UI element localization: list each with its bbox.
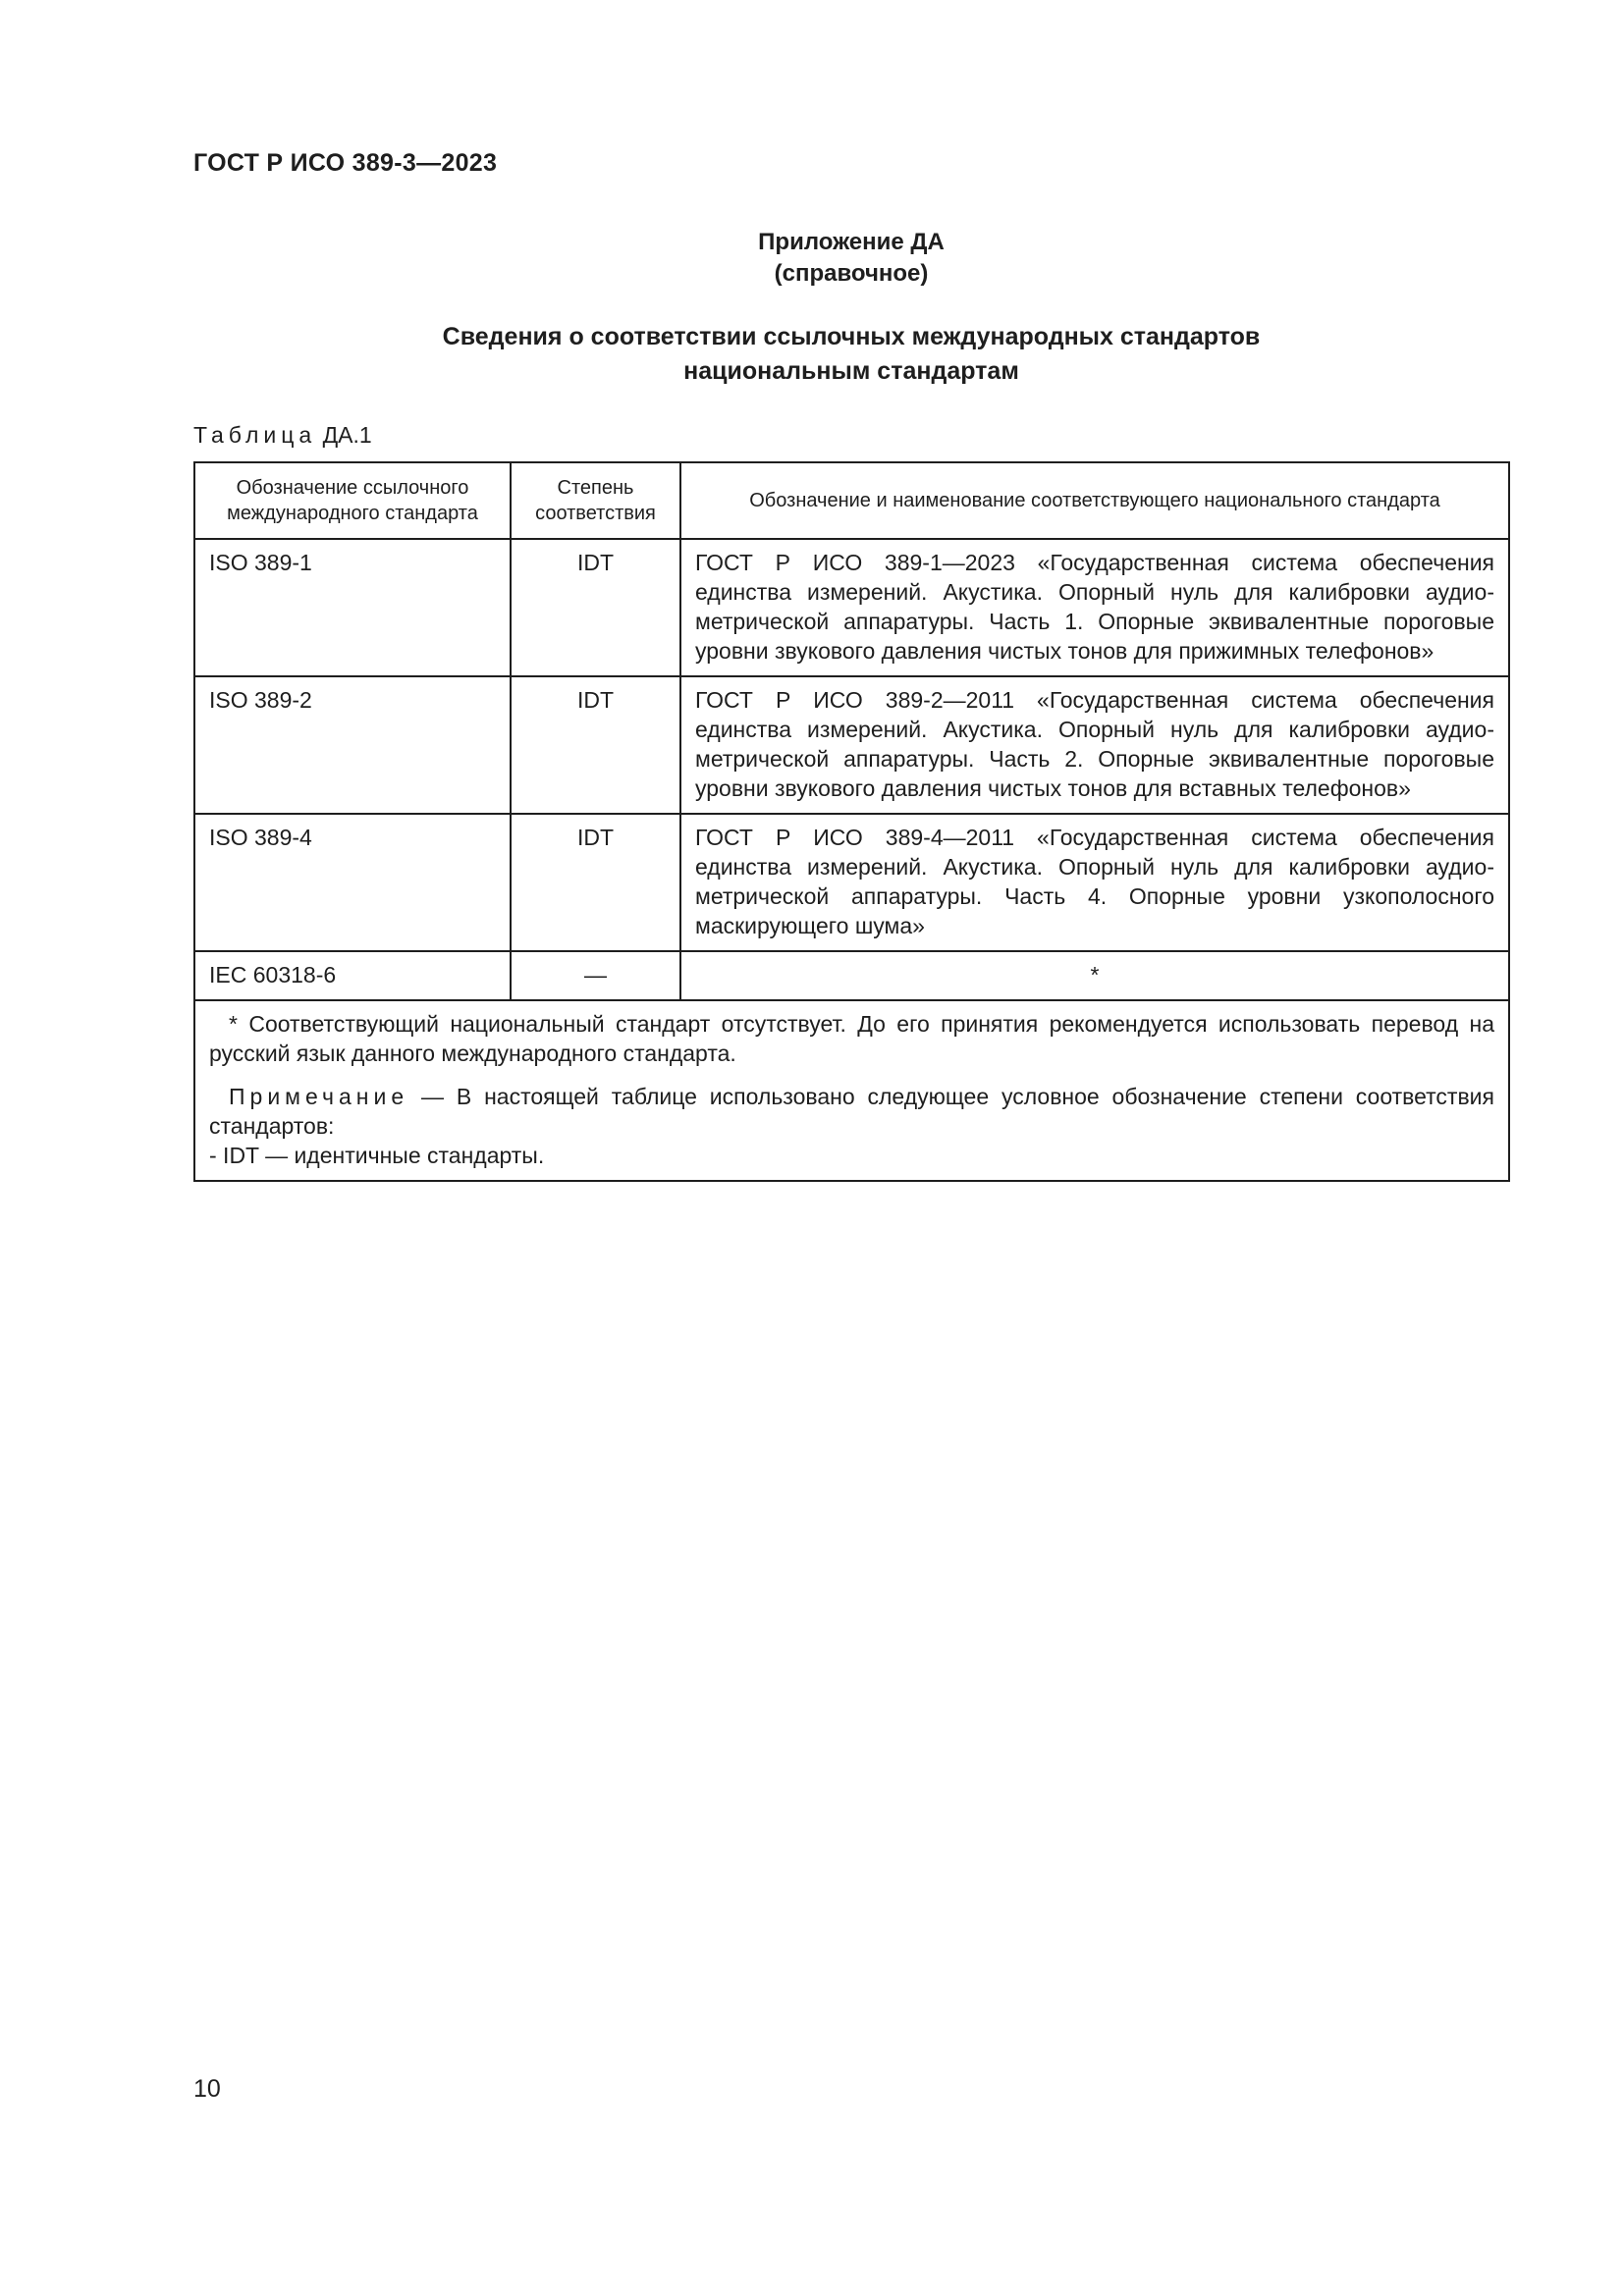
correspondence-table <box>193 461 1510 1182</box>
section-title-line-2: национальным стандартам <box>683 357 1019 385</box>
cell-national-standard: ГОСТ Р ИСО 389-2—2011 «Государственная система обеспечения единства измерений. Акустика. Опорный нуль для калибровки аудиометрической аппаратуры. Часть 2. Опорные эквивалентные пороговые уровни звукового давления чистых тонов для вставных телефонов» <box>680 676 1509 814</box>
header-national-standard: Обозначение и наименование соответствующего национального стандарта <box>680 462 1509 539</box>
table-row <box>194 814 1509 951</box>
cell-degree: IDT <box>511 814 680 951</box>
section-title <box>193 320 1509 389</box>
document-code: ГОСТ Р ИСО 389-3—2023 <box>193 149 498 177</box>
cell-national-standard: ГОСТ Р ИСО 389-4—2011 «Государственная система обеспечения единства измерений. Акустика. Опорный нуль для калибровки аудиометрической аппаратуры. Часть 4. Опорные уровни узкополосного маскирующего шума» <box>680 814 1509 951</box>
cell-degree: — <box>511 951 680 1000</box>
appendix-kind: (справочное) <box>774 260 929 287</box>
cell-international-code: ISO 389-4 <box>194 814 511 951</box>
note-label: Примечание <box>229 1084 409 1109</box>
table-row <box>194 951 1509 1000</box>
header-degree: Степень соответствия <box>511 462 680 539</box>
cell-international-code: ISO 389-2 <box>194 676 511 814</box>
table-notes <box>194 1000 1509 1181</box>
table-caption-number: ДА.1 <box>322 422 372 448</box>
note-text: — В настоящей таблице использовано следующее условное обозначение степени соответствия стандартов: <box>209 1084 1494 1139</box>
table-row <box>194 676 1509 814</box>
note-list-item: - IDT — идентичные стандарты. <box>209 1143 545 1168</box>
table-caption <box>193 422 372 449</box>
cell-international-code: IEC 60318-6 <box>194 951 511 1000</box>
cell-national-standard: * <box>680 951 1509 1000</box>
table-caption-label: Таблица <box>193 422 317 448</box>
cell-international-code: ISO 389-1 <box>194 539 511 676</box>
appendix-title: Приложение ДА <box>758 229 945 255</box>
section-title-line-1: Сведения о соответствии ссылочных международных стандартов <box>442 323 1261 350</box>
table-note <box>209 1082 1494 1141</box>
header-international-standard: Обозначение ссылочного международного стандарта <box>194 462 511 539</box>
table-row <box>194 539 1509 676</box>
cell-national-standard: ГОСТ Р ИСО 389-1—2023 «Государственная система обеспечения единства измерений. Акустика. Опорный нуль для калибровки аудиометрической аппаратуры. Часть 1. Опорные эквивалентные пороговые уровни звукового давления чистых тонов для прижимных телефонов» <box>680 539 1509 676</box>
page-number: 10 <box>193 2075 221 2103</box>
cell-degree: IDT <box>511 539 680 676</box>
cell-degree: IDT <box>511 676 680 814</box>
table-footnote: * Соответствующий национальный стандарт отсутствует. До его принятия рекомендуется использовать перевод на русский язык данного международного стандарта. <box>209 1011 1494 1066</box>
table-header-row <box>194 462 1509 539</box>
table-notes-row <box>194 1000 1509 1181</box>
